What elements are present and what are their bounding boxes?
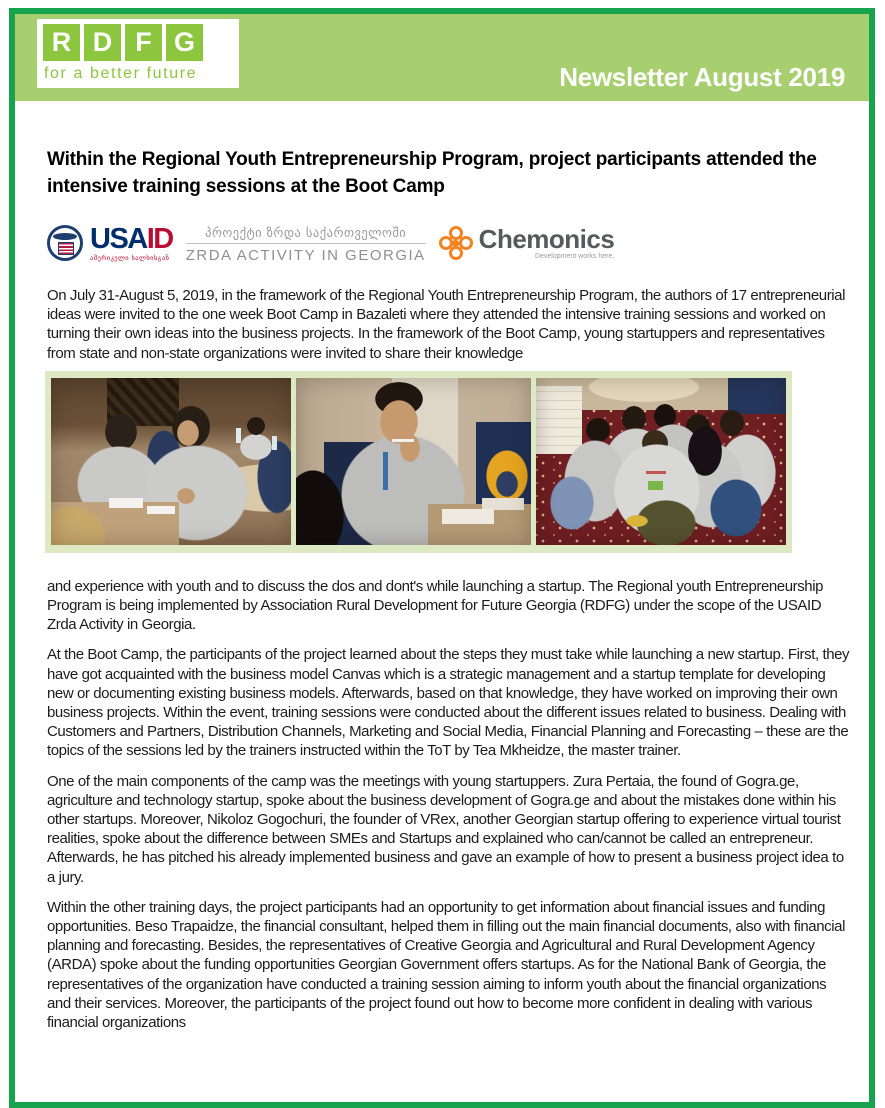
usaid-seal-stripes — [58, 242, 74, 255]
body-paragraph: Within the other training days, the project participants had an opportunity to get information about financial issues and funding opportunities. Beso Trapaidze, the financial consultant, helped them in filling out the main financial documents, also with financial planning and forecasting. Besides, the representatives of Creative Georgia and Agricultural and Rural Development Agency (ARDA) spoke about the funding opportunities Georgian Government offers startups. As for the National Bank of Georgia, the representatives of the organization have conducted a training session aiming to inform youth about the financial organizations and their services. Moreover, the participants of the project found out how to become more confident in dealing with various financial organizations — [47, 898, 845, 1032]
body-paragraph: and experience with youth and to discuss the dos and dont's while launching a startup. The Regional youth Entrepreneurship Program is being implemented by Association Rural Development for Future Georgia (RDFG) under the scope of the USAID Zrda Activity in Georgia. — [47, 577, 824, 634]
usaid-georgian-tagline: ამერიკელი ხალხისგან — [90, 253, 170, 262]
usaid-logo — [47, 222, 173, 262]
newsletter-title: Newsletter August 2019 — [559, 62, 845, 92]
chemonics-logo — [439, 226, 615, 260]
photo-strip — [45, 371, 792, 553]
usaid-seal-band — [53, 233, 77, 240]
zrda-georgian-text: პროექტი ზრდა საქართველოში — [186, 225, 426, 244]
usaid-wordmark — [90, 222, 173, 262]
photo-bootcamp-listening — [51, 378, 291, 545]
chemonics-wordmark — [479, 226, 615, 260]
chemonics-emblem-icon — [439, 226, 473, 260]
article-heading: Within the Regional Youth Entrepreneurship Program, project participants attended the intensive training sessions at the Boot Camp — [47, 149, 817, 197]
partner-logos-row — [47, 218, 847, 268]
body-paragraph: On July 31-August 5, 2019, in the framework of the Regional Youth Entrepreneurship Program, the authors of 17 entrepreneurial ideas were invited to the one week Boot Camp in Bazaleti where they attended the intensive training sessions and worked on turning their own ideas into the business projects. In the framework of the Boot Camp, young startuppers and representatives from state and non-state organizations were invited to share their knowledge — [47, 287, 846, 362]
article-content — [15, 146, 869, 1032]
rdfg-logo-letter: R — [43, 24, 80, 61]
usaid-seal-icon — [47, 225, 83, 261]
chemonics-name: Chemonics — [478, 224, 615, 254]
body-paragraph: One of the main components of the camp was the meetings with young startuppers. Zura Pertaia, the found of Gogra.ge, agriculture and technology startup, spoke about the business development of Gogra.ge and about the mistakes done within his other startups. Moreover, Nikoloz Gogochuri, the founder of VRex, another Georgian startup offering to experience virtual tourist realities, spoke about the difference between SMEs and Startups and explained who can/cannot be called an entrepreneur. Afterwards, he has pitched his already implemented business and gave an example of how to present a business project idea to a jury. — [47, 772, 844, 886]
rdfg-logo-squares — [43, 24, 239, 61]
newsletter-page — [9, 8, 875, 1108]
rdfg-logo-tagline: for a better future — [44, 65, 198, 82]
zrda-logo — [186, 223, 426, 264]
chemonics-tagline: Development works here. — [534, 253, 615, 260]
rdfg-logo-letter: G — [166, 24, 203, 61]
rdfg-logo-letter: D — [84, 24, 121, 61]
usaid-word: USAID — [90, 222, 173, 255]
body-paragraph: At the Boot Camp, the participants of the project learned about the steps they must take while launching a new startup. First, they have got acquainted with the business model Canvas which is a strategic management and a startup template for developing new or documenting existing business models. Afterwards, based on that knowledge, they have worked on improving their own business projects. Within the event, training sessions were conducted about the different issues related to business. Dealing with Customers and Partners, Distribution Channels, Marketing and Social Media, Financial Planning and Forecasting – these are the topics of the sessions led by the trainers instructed within the ToT by Tea Mkheidze, the master trainer. — [47, 646, 850, 760]
photo-bootcamp-thinking — [296, 378, 531, 545]
rdfg-logo-letter: F — [125, 24, 162, 61]
rdfg-logo — [37, 19, 239, 88]
zrda-english-text: ZRDA ACTIVITY IN GEORGIA — [185, 246, 426, 264]
photo-bootcamp-huddle — [536, 378, 786, 545]
header-banner — [15, 14, 869, 101]
